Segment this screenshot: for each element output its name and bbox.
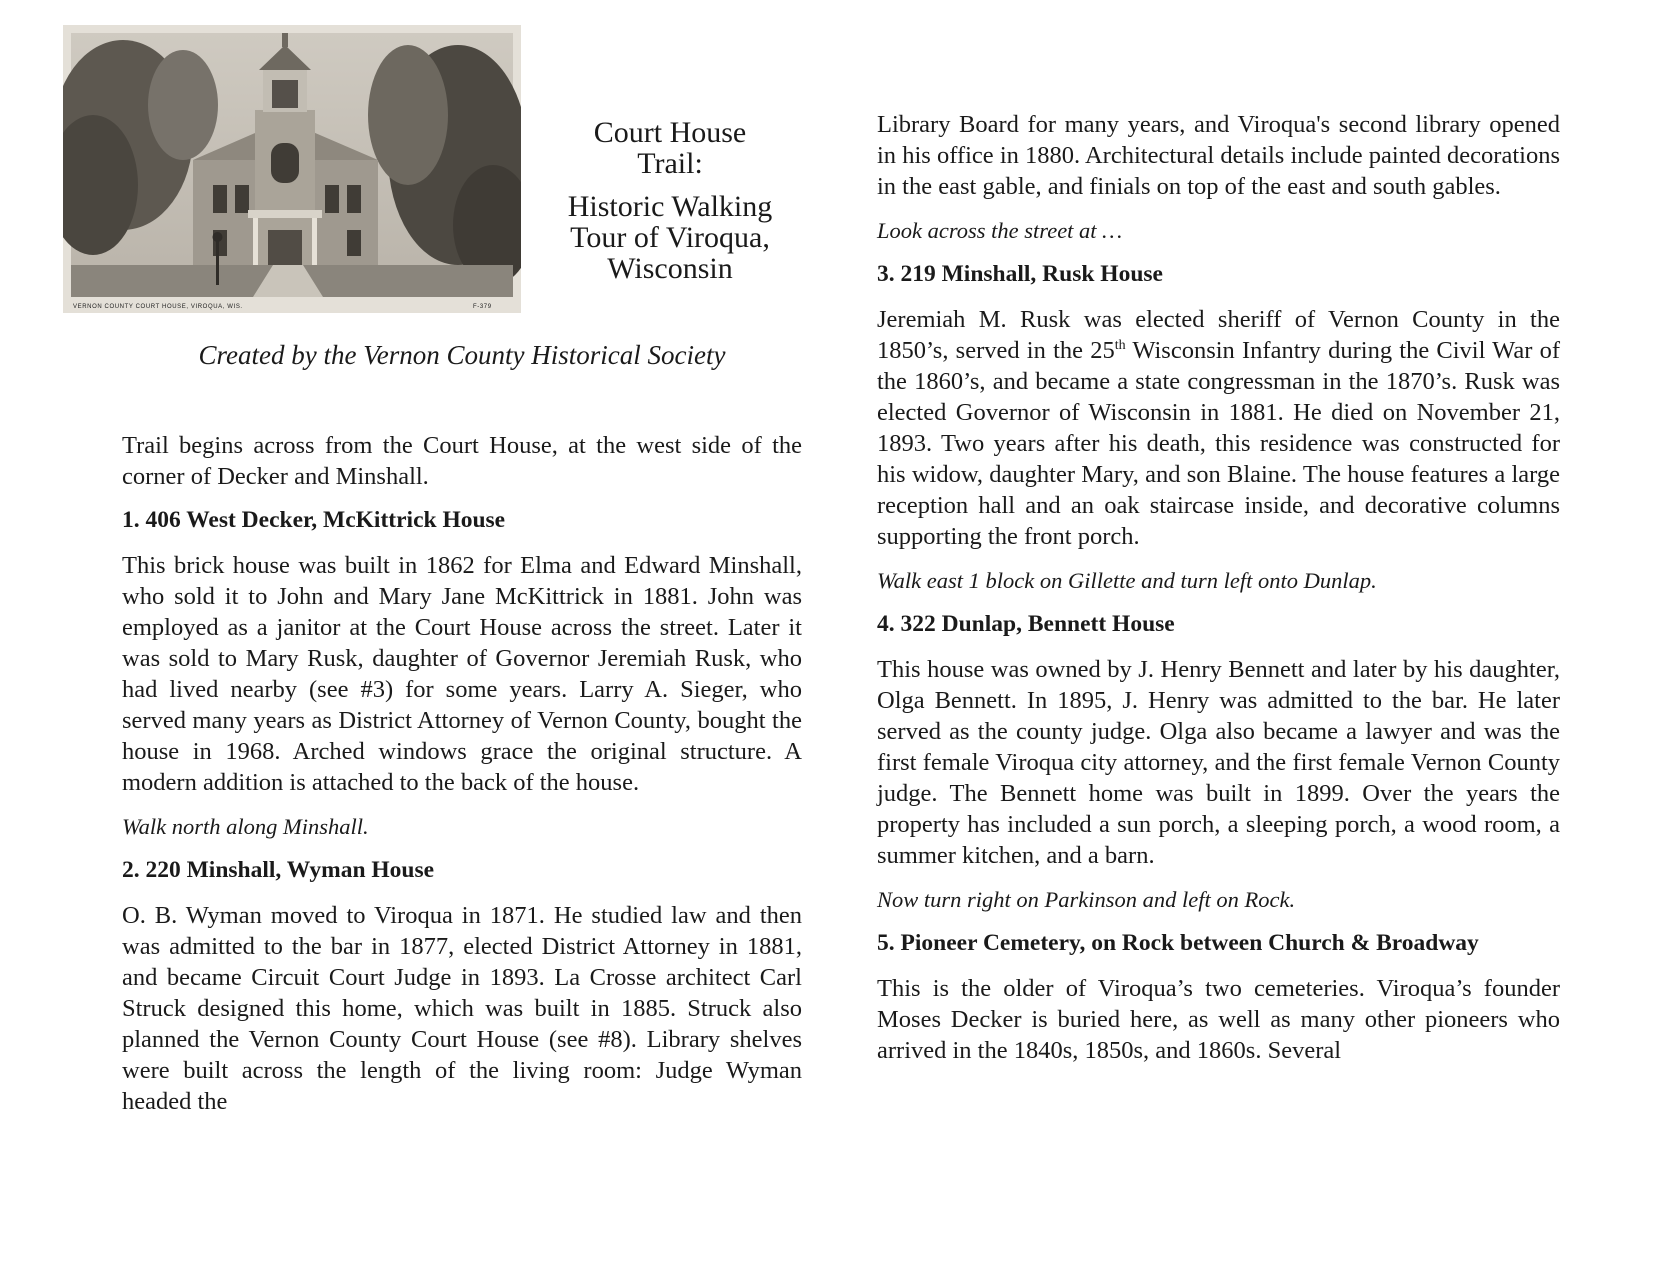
stop-2-body-continued: Library Board for many years, and Viroqua's second library opened in his office in 1880. Architectural details include painted decorations in the east gable, and finials on top of the east and south gables. (877, 111, 1560, 200)
court-house-illustration (63, 25, 521, 313)
stop-3-body (877, 304, 1560, 552)
stop-4-heading: 4. 322 Dunlap, Bennett House (877, 611, 1175, 637)
stop-3-body-part-1: Jeremiah M. Rusk was elected sheriff of Vernon County in the 1850’s, served in the 25 (877, 306, 1560, 364)
stop-1-heading: 1. 406 West Decker, McKittrick House (122, 507, 506, 533)
title-line-1: Court House (593, 116, 747, 149)
document-title (525, 117, 815, 284)
title-line-4: Tour of Viroqua, (570, 221, 770, 254)
stop-3-heading: 3. 219 Minshall, Rusk House (877, 261, 1163, 287)
stop-3-body-part-2: Wisconsin Infantry during the Civil War of the 1860’s, and became a state congressman in the 1870’s. Rusk was elected Governor of Wisconsin in 1881. He died on November 21, 1893. Two years after his death, this residence was constructed for his widow, daughter Mary, and son Blaine. The house features a large reception hall and an oak staircase inside, and decorative columns supporting the front porch. (877, 337, 1560, 550)
court-house-photo (63, 25, 521, 313)
stop-1-body: This brick house was built in 1862 for Elma and Edward Minshall, who sold it to John and Mary Jane McKittrick in 1881. John was employed as a janitor at the Court House across the street. Later it was sold to Mary Rusk, daughter of Governor Jeremiah Rusk, who had lived nearby (see #3) for some years. Larry A. Sieger, who served many years as District Attorney of Vernon County, bought the house in 1968. Arched windows grace the original structure. A modern addition is attached to the back of the house. (122, 552, 802, 796)
photo-number: F-379 (473, 304, 492, 310)
title-line-2: Trail: (637, 147, 703, 180)
stop-5-heading: 5. Pioneer Cemetery, on Rock between Church & Broadway (877, 930, 1479, 956)
title-line-5: Wisconsin (607, 252, 733, 285)
title-line-3: Historic Walking (567, 190, 773, 223)
left-column (122, 430, 802, 1130)
photo-caption: VERNON COUNTY COURT HOUSE, VIROQUA, WIS. (73, 304, 243, 310)
stop-2-direction: Look across the street at … (877, 218, 1123, 243)
stop-4-body: This house was owned by J. Henry Bennett and later by his daughter, Olga Bennett. In 1895, J. Henry was admitted to the bar. He later served as the county judge. Olga also became a lawyer and was the first female Viroqua city attorney, and the first female Vernon County judge. The Bennett home was built in 1899. Over the years the property has included a sun porch, a sleeping porch, a wood room, a summer kitchen, and a barn. (877, 656, 1560, 869)
trail-intro: Trail begins across from the Court House, at the west side of the corner of Decker and Minshall. (122, 432, 802, 490)
right-column (877, 109, 1560, 1079)
stop-3-direction: Walk east 1 block on Gillette and turn left onto Dunlap. (877, 568, 1377, 593)
stop-2-body: O. B. Wyman moved to Viroqua in 1871. He studied law and then was admitted to the bar in 1877, elected District Attorney in 1881, and became Circuit Court Judge in 1893. La Crosse architect Carl Struck designed this home, which was built in 1885. Struck also planned the Vernon County Court House (see #8). Library shelves were built across the length of the living room: Judge Wyman headed the (122, 902, 802, 1115)
stop-5-body: This is the older of Viroqua’s two cemeteries. Viroqua’s founder Moses Decker is buried here, as well as many other pioneers who arrived in the 1840s, 1850s, and 1860s. Several (877, 975, 1560, 1064)
stop-1-direction: Walk north along Minshall. (122, 814, 369, 839)
document-subtitle: Created by the Vernon County Historical Society (198, 340, 726, 370)
stop-3-superscript: th (1114, 337, 1126, 353)
stop-2-heading: 2. 220 Minshall, Wyman House (122, 857, 435, 883)
stop-4-direction: Now turn right on Parkinson and left on Rock. (877, 887, 1296, 912)
